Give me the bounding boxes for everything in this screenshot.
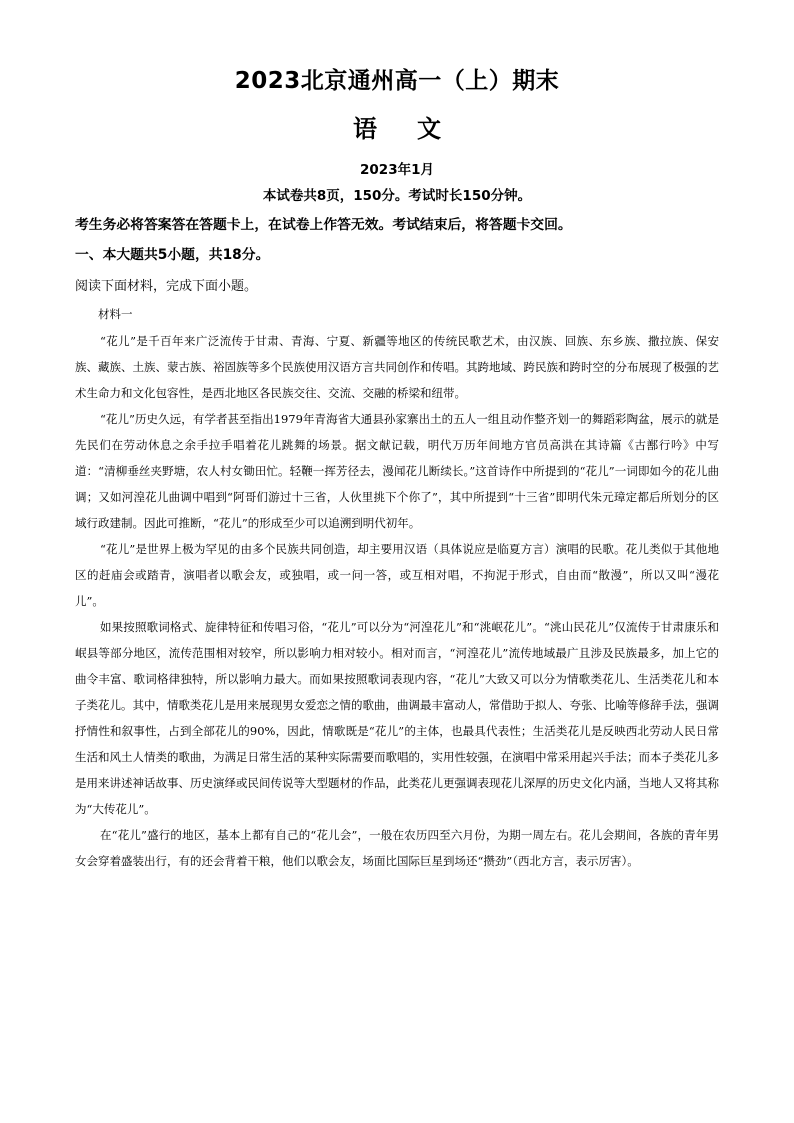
exam-notice: 考生务必将答案答在答题卡上，在试卷上作答无效。考试结束后，将答题卡交回。 [75,217,572,233]
material-paragraph: 如果按照歌词格式、旋律特征和传唱习俗，“花儿”可以分为“河湟花儿”和“洮岷花儿”。“洮山民花儿”仅流传于甘肃康乐和岷县等部分地区，流传范围相对较窄，所以影响力相对较小。相对而言，“河湟花儿”流传地域最广且涉及民族最多，加上它的曲令丰富、歌词格律独特，所以影响力最大。而如果按照歌词表现内容，“花儿”大致又可以分为情歌类花儿、生活类花儿和本子类花儿。其中，情歌类花儿是用来展现男女爱恋之情的歌曲，曲调最丰富动人，常借助于拟人、夸张、比喻等修辞手法，强调抒情性和叙事性，占到全部花儿的90%，因此，情歌既是“花儿”的主体，也最具代表性；生活类花儿是反映西北劳动人民日常生活和风土人情类的歌曲，为满足日常生活的某种实际需要而歌唱的，实用性较强，在演唱中常采用起兴手法；而本子类花儿多是用来讲述神话故事、历史演绎或民间传说等大型题材的作品，此类花儿更强调表现花儿深厚的历史文化内涵，当地人又将其称为“大传花儿”。 [75,620,719,816]
material-paragraph: “花儿”是世界上极为罕见的由多个民族共同创造，却主要用汉语（具体说应是临夏方言）演唱的民歌。花儿类似于其他地区的赶庙会或踏青，演唱者以歌会友，或独唱，或一问一答，或互相对唱，不拘泥于形式，自由而“散漫”，所以又叫“漫花儿”。 [75,542,719,608]
material-paragraph: 在“花儿”盛行的地区，基本上都有自己的“花儿会”，一般在农历四至六月份，为期一周左右。花儿会期间，各族的青年男女会穿着盛装出行，有的还会背着干粮，他们以歌会友，场面比国际巨星到场还“攒劲”（西北方言，表示厉害）。 [75,828,719,868]
exam-title: 2023北京通州高一（上）期末 [234,68,560,94]
section-heading: 一、本大题共5小题，共18分。 [75,247,270,263]
material-paragraph: “花儿”是千百年来广泛流传于甘肃、青海、宁夏、新疆等地区的传统民歌艺术，由汉族、回族、东乡族、撒拉族、保安族、藏族、土族、蒙古族、裕固族等多个民族使用汉语方言共同创作和传唱。其跨地域、跨民族和跨时空的分布展现了极强的艺术生命力和文化包容性，是西北地区各民族交往、交流、交融的桥梁和纽带。 [75,334,719,400]
subject-heading: 语文 [353,114,481,143]
exam-date: 2023年1月 [360,162,434,178]
exam-info: 本试卷共8页，150分。考试时长150分钟。 [262,188,532,204]
material-paragraph: “花儿”历史久远，有学者甚至指出1979年青海省大通县孙家寨出土的五人一组且动作整齐划一的舞蹈彩陶盆，展示的就是先民们在劳动休息之余手拉手唱着花儿跳舞的场景。据文献记载，明代万历年间地方官员高洪在其诗篇《古鄯行吟》中写道：“清柳垂丝夹野塘，农人村女锄田忙。轻鞭一挥芳径去，漫闻花儿断续长。”这首诗作中所提到的“花儿”一词即如今的花儿曲调；又如河湟花儿曲调中唱到“阿哥们游过十三省，人伙里挑下个你了”，其中所提到“十三省”即明代朱元璋定都后所划分的区域行政建制。因此可推断，“花儿”的形成至少可以追溯到明代初年。 [75,412,719,530]
section-instruction: 阅读下面材料，完成下面小题。 [75,278,258,293]
material-label: 材料一 [98,307,133,321]
